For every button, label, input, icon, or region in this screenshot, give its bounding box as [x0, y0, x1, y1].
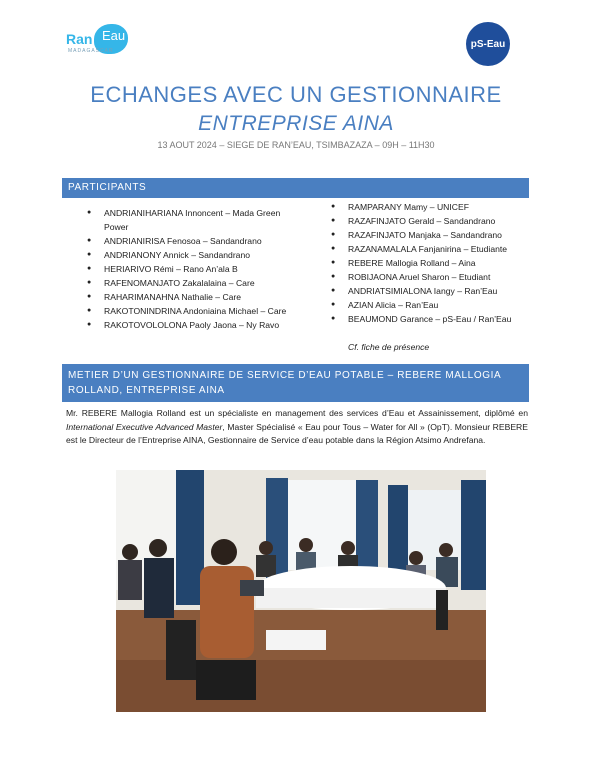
list-item: ● ANDRIATSIMIALONA Iangy – Ran’Eau — [348, 284, 538, 298]
list-item: ● RAZAFINJATO Gerald – Sandandrano — [348, 214, 538, 228]
paragraph-italic: International Executive Advanced Master — [66, 421, 223, 432]
list-item: ● RAMPARANY Mamy – UNICEF — [348, 200, 538, 214]
participants-heading: PARTICIPANTS — [62, 178, 529, 198]
list-item: ● RAHARIMANAHNA Nathalie – Care — [104, 290, 294, 304]
list-item: ● RAZANAMALALA Fanjanirina – Etudiante — [348, 242, 538, 256]
pseau-logo — [466, 22, 510, 66]
section-heading-metier: METIER D’UN GESTIONNAIRE DE SERVICE D’EAU POTABLE – REBERE MALLOGIA ROLLAND, ENTREPRISE AINA — [62, 364, 529, 402]
list-item: ● REBERE Mallogia Rolland – Aina — [348, 256, 538, 270]
raneau-logo-accent: Eau — [102, 28, 126, 43]
attendance-note: Cf. fiche de présence — [348, 342, 430, 352]
meeting-photo — [116, 470, 486, 712]
list-item: ● HERIARIVO Rémi – Rano An’ala B — [104, 262, 294, 276]
list-item: ● ANDRIANONY Annick – Sandandrano — [104, 248, 294, 262]
raneau-logo-sub: MADAGASCAR — [68, 48, 114, 54]
paragraph-text-end: , Master Spécialisé « Eau pour Tous – Water for All » (OpT). Monsieur REBERE est le Directeur de l’Entreprise AINA, Gestionnaire de Service d’eau potable dans la Région Atsimo Andrefana. — [66, 421, 528, 446]
raneau-logo — [64, 22, 134, 58]
list-item: ● RAZAFINJATO Manjaka – Sandandrano — [348, 228, 538, 242]
list-item: ● RAKOTOVOLOLONA Paoly Jaona – Ny Ravo — [104, 318, 294, 332]
page-subtitle: ENTREPRISE AINA — [198, 112, 394, 135]
paragraph-text: Mr. REBERE Mallogia Rolland est un spécialiste en management des services d’Eau et Assainissement, diplômé en — [66, 408, 528, 418]
raneau-logo-text: Ran — [66, 31, 93, 47]
pseau-logo-text: pS-Eau — [470, 38, 506, 50]
list-item: ● RAFENOMANJATO Zakalalaina – Care — [104, 276, 294, 290]
date-location-line: 13 AOUT 2024 – SIEGE DE RAN’EAU, TSIMBAZAZA – 09H – 11H30 — [157, 140, 435, 150]
list-item: ● ANDRIANIHARIANA Innoncent – Mada Green Power — [104, 206, 294, 234]
meeting-photo-illustration — [116, 470, 486, 712]
participants-list-left — [104, 206, 294, 332]
participants-list-right — [348, 200, 538, 326]
intro-paragraph — [66, 407, 528, 448]
list-item: ● BEAUMOND Garance – pS-Eau / Ran’Eau — [348, 312, 538, 326]
list-item: ● AZIAN Alicia – Ran’Eau — [348, 298, 538, 312]
list-item: ● ANDRIANIRISA Fenosoa – Sandandrano — [104, 234, 294, 248]
list-item: ● RAKOTONINDRINA Andoniaina Michael – Care — [104, 304, 294, 318]
page-title: ECHANGES AVEC UN GESTIONNAIRE — [90, 82, 502, 107]
list-item: ● ROBIJAONA Aruel Sharon – Etudiant — [348, 270, 538, 284]
